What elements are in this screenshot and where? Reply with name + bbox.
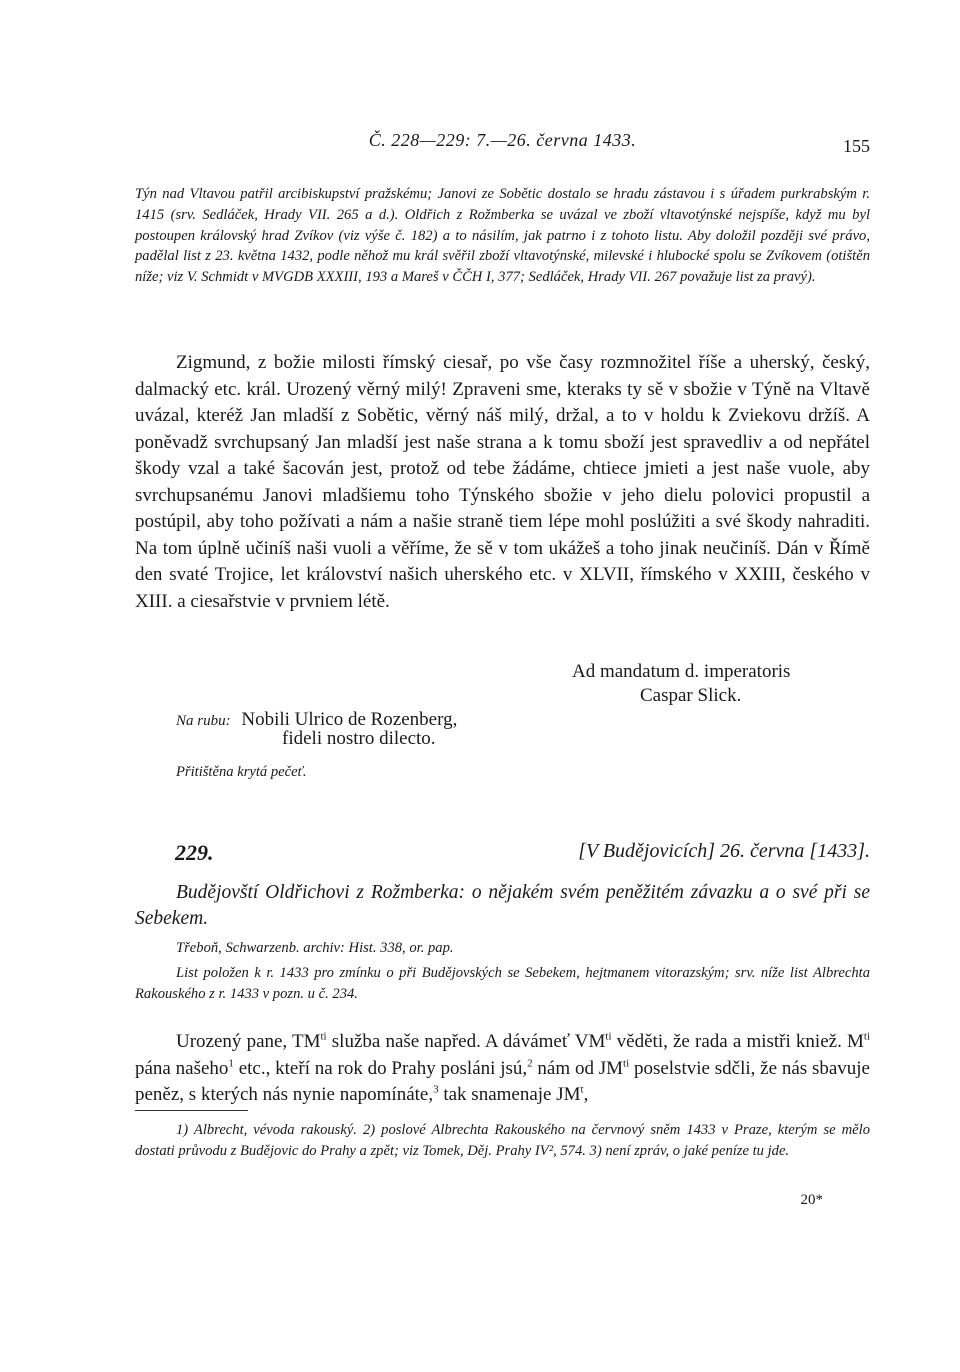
letter-text-part: Urozený pane, TM [176, 1031, 321, 1052]
superscript: ti [605, 1030, 612, 1043]
superscript: ti [863, 1030, 871, 1043]
verso-label: Na rubu: [176, 713, 231, 729]
superscript: ti [623, 1057, 630, 1070]
running-head [135, 130, 870, 158]
letter-228-text: Zigmund, z božie milosti římský ciesař, po vše časy rozmnožitel říše a uherský, český, dalmacký etc. král. Urozený věrný milý! Zpraveni sme, kteraks ty sě v sbožie v Týně na Vltavě uvázal, kteréž Jan mladší z Sobětic, věrný náš milý, držal, a to v holdu k Zviekovu držíš. A poněvadž svrchupsaný Jan mladší jest naše strana a k tomu sboží jest spravedliv a od nepřátel škody vzal a také šacován jest, protož od tebe žádáme, chtiece jmieti a jest naše vuole, aby svrchupsanému Janovi mladšiemu toho Týnského sbožie v jeho dielu polovici propustil a postúpil, aby toho požívati a nám a našie straně tiem lépe mohl poslúžiti a své škody nahraditi. Na tom úplně učiníš naši vuoli a věříme, že sě v tom ukážeš a toho jinak neučiníš. Dán v Římě den svaté Trojice, let království našich uherského etc. v XLVII, římského v XXIII, českého v XIII. a ciesařstvie v prvniem létě. [135, 352, 870, 612]
running-title: Č. 228—229: 7.—26. června 1433. [368, 130, 637, 150]
regest: Budějovští Oldřichovi z Rožmberka: o nějakém svém peněžitém závazku a o své při se Sebekem. [135, 882, 870, 929]
letter-text-part: tak snamenaje JM [438, 1084, 581, 1105]
subscription-line-1: Ad mandatum d. imperatoris [572, 661, 791, 682]
letter-text-part: etc., kteří na rok do Prahy posláni jsú, [233, 1057, 528, 1079]
footnote-ref: 3 [433, 1083, 439, 1096]
verso-address-line-1: Nobili Ulrico de Rozenberg, [241, 709, 458, 730]
seal-note: Přitištěna krytá pečeť. [176, 764, 307, 780]
letter-text-part: , [583, 1084, 589, 1105]
footnote-ref: 2 [527, 1057, 533, 1070]
editorial-note-228: Týn nad Vltavou patřil arcibiskupství pražskému; Janovi ze Sobětic dostalo se hradu zástavou i s úřadem purkrabským r. 1415 (srv. Sedláček, Hrady VII. 265 a d.). Oldřich z Rožmberka se uvázal ve zboží vltavotýnské nejspíše, když mu byl postoupen královský hrad Zvíkov (viz výše č. 182) a to násilím, jak patrno i z tohoto listu. Aby doložil později své právo, padělal list z 23. května 1432, podle něhož mu král svěřil zboží vltavotýnské, milevské i hlubocké spolu se Zvíkovem (otištěn níže; viz V. Schmidt v MVGDB XXXIII, 193 a Mareš v ČČH I, 377; Sedláček, Hrady VII. 267 považuje list za pravý). [135, 186, 870, 286]
letter-229-text [135, 1029, 870, 1109]
page-number: 155 [843, 136, 870, 156]
footnotes: 1) Albrecht, vévoda rakouský. 2) poslové Albrechta Rakouského na červnový sněm 1433 v Praze, kterým se mělo dostati průvodu z Budějovic do Prahy a zpět; viz Tomek, Děj. Prahy IV², 574. 3) není zpráv, o jaké peníze tu jde. [135, 1122, 870, 1159]
letter-text-part: nám od JM [532, 1057, 624, 1079]
document-number: 229. [175, 840, 214, 865]
footnote-divider [135, 1110, 248, 1111]
letter-text-part: pána našeho [135, 1057, 229, 1079]
source-note: Třeboň, Schwarzenb. archiv: Hist. 338, or. pap. [176, 940, 454, 956]
editorial-note-229: List položen k r. 1433 pro zmínku o při Budějovských se Sebekem, hejtmanem vitorazským; srv. níže list Albrechta Rakouského z r. 1433 v pozn. u č. 234. [135, 965, 870, 1002]
verso-address-line-2: fideli nostro dilecto. [282, 728, 436, 749]
superscript: ti [320, 1030, 327, 1043]
letter-text-part: věděti, že rada a mistři kniež. M [611, 1031, 864, 1052]
document-date: [V Budějovicích] 26. června [1433]. [578, 840, 870, 862]
letter-text-part: služba naše napřed. A dávámeť VM [326, 1031, 606, 1052]
subscription-line-2: Caspar Slick. [640, 685, 742, 706]
letter-text-part: poselstvie sdčli, že nás sbavuje peněz, s kterých nás nynie napomínáte, [135, 1057, 870, 1105]
footnote-ref: 1 [228, 1057, 234, 1070]
superscript: t [580, 1083, 584, 1096]
signature-mark: 20* [800, 1192, 823, 1208]
